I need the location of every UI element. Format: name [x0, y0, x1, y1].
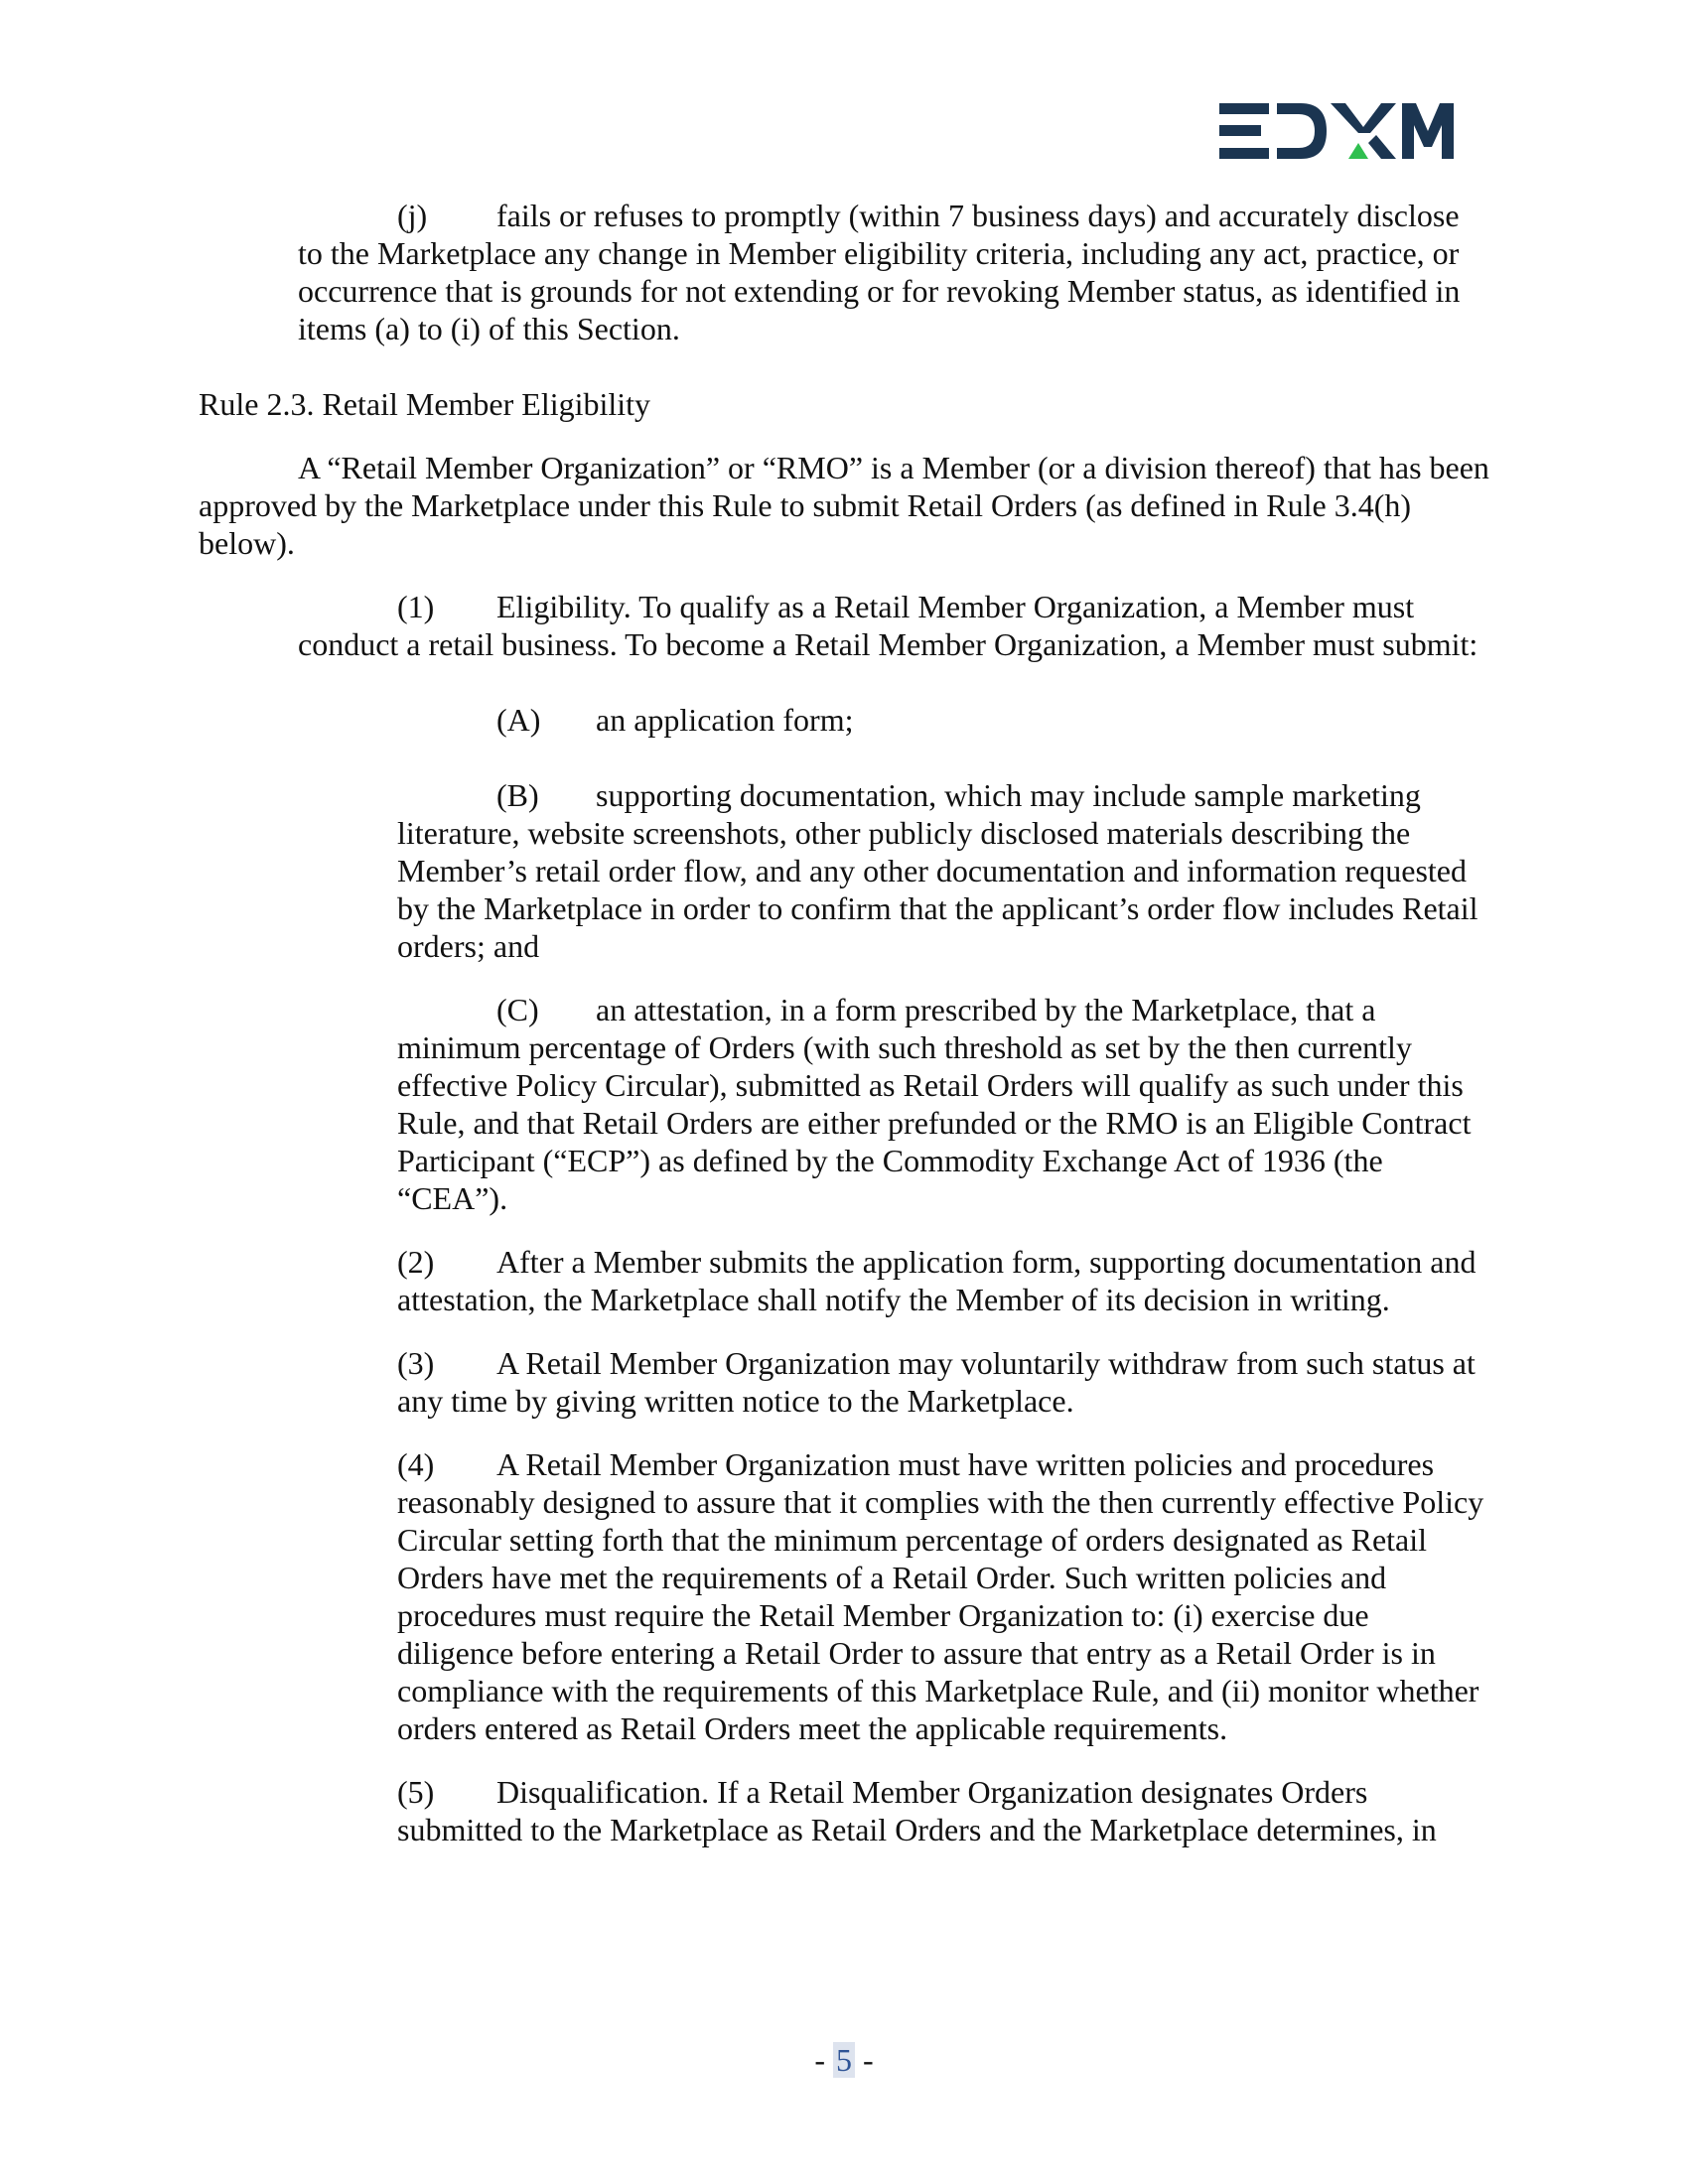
- item-label: (j): [397, 198, 428, 233]
- rule-heading: Rule 2.3. Retail Member Eligibility: [199, 386, 651, 422]
- item-label: (C): [496, 992, 539, 1027]
- item-c: [397, 991, 1489, 1217]
- item-text: an attestation, in a form prescribed by the Marketplace, that a minimum percentage of Orders (with such threshold as set by the then currently effective Policy Circular), submitted as Retail Orders will qualify as such under this Rule, and that Retail Orders are either prefunded or the RMO is an Eligible Contract Participant (“ECP”) as defined by the Commodity Exchange Act of 1936 (the “CEA”).: [397, 992, 1472, 1216]
- edxm-logo: [1219, 101, 1454, 161]
- page-number: 5: [833, 2042, 855, 2078]
- item-text: Eligibility. To qualify as a Retail Member Organization, a Member must conduct a retail business. To become a Retail Member Organization, a Member must submit:: [298, 589, 1478, 662]
- item-label: (5): [397, 1774, 435, 1810]
- intro-paragraph: A “Retail Member Organization” or “RMO” is a Member (or a division thereof) that has been approved by the Marketplace under this Rule to submit Retail Orders (as defined in Rule 3.4(h) below).: [199, 450, 1489, 561]
- item-4: [397, 1445, 1489, 1747]
- item-3: [397, 1344, 1489, 1420]
- document-body: [199, 197, 1489, 1848]
- item-text: Disqualification. If a Retail Member Organization designates Orders submitted to the Marketplace as Retail Orders and the Marketplace determines, in: [397, 1774, 1437, 1847]
- page-number-prefix: -: [814, 2042, 833, 2078]
- page-number-suffix: -: [855, 2042, 874, 2078]
- item-label: (3): [397, 1345, 435, 1381]
- item-1: [298, 588, 1489, 663]
- item-5: [397, 1773, 1489, 1848]
- item-text: A Retail Member Organization must have written policies and procedures reasonably designed to assure that it complies with the then currently effective Policy Circular setting forth that the minimum percentage of orders designated as Retail Orders have met the requirements of a Retail Order. Such written policies and procedures must require the Retail Member Organization to: (i) exercise due diligence before entering a Retail Order to assure that entry as a Retail Order is in compliance with the requirements of this Marketplace Rule, and (ii) monitor whether orders entered as Retail Orders meet the applicable requirements.: [397, 1446, 1484, 1746]
- item-label: (B): [496, 777, 539, 813]
- item-text: A Retail Member Organization may voluntarily withdraw from such status at any time by giving written notice to the Marketplace.: [397, 1345, 1476, 1419]
- item-text: After a Member submits the application form, supporting documentation and attestation, the Marketplace shall notify the Member of its decision in writing.: [397, 1244, 1477, 1317]
- item-b: [397, 776, 1489, 965]
- item-label: (2): [397, 1244, 435, 1280]
- item-j: [298, 197, 1489, 347]
- item-label: (A): [496, 702, 541, 738]
- item-a: [397, 701, 1489, 739]
- item-label: (4): [397, 1446, 435, 1482]
- item-2: [397, 1243, 1489, 1318]
- item-label: (1): [397, 589, 435, 624]
- item-text: an application form;: [596, 702, 854, 738]
- item-text: fails or refuses to promptly (within 7 business days) and accurately disclose to the Marketplace any change in Member eligibility criteria, including any act, practice, or occurrence that is grounds for not extending or for revoking Member status, as identified in items (a) to (i) of this Section.: [298, 198, 1461, 346]
- item-text: supporting documentation, which may include sample marketing literature, website screenshots, other publicly disclosed materials describing the Member’s retail order flow, and any other documentation and information requested by the Marketplace in order to confirm that the applicant’s order flow includes Retail orders; and: [397, 777, 1478, 964]
- page-footer: [0, 2041, 1688, 2079]
